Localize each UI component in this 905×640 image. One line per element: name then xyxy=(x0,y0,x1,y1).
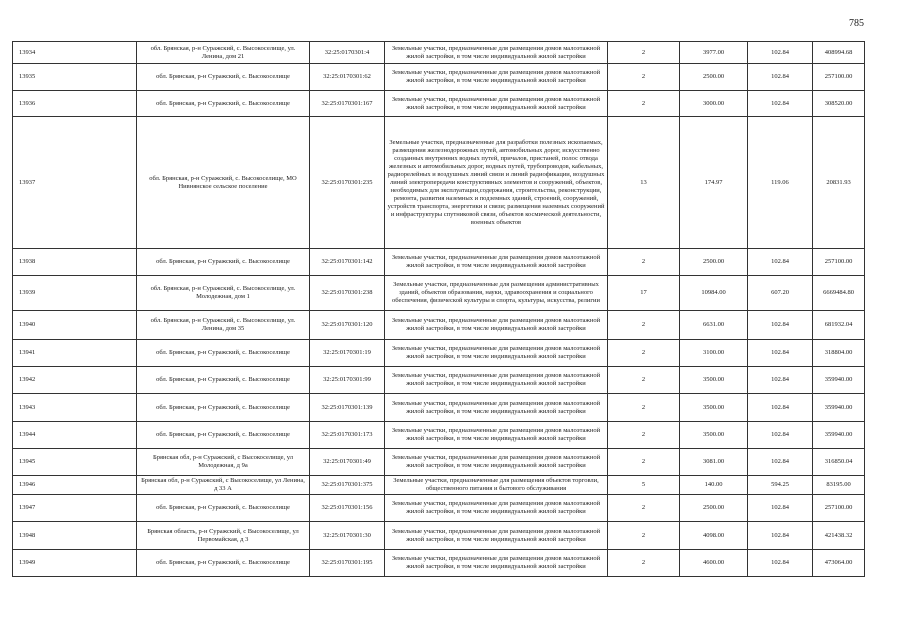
specific-value-cell: 102.84 xyxy=(748,64,813,91)
address-cell: обл. Брянская, р-н Суражский, с. Высокоселище xyxy=(137,394,310,422)
specific-value-cell: 102.84 xyxy=(748,42,813,64)
group-code-cell: 17 xyxy=(608,276,680,311)
group-code-cell: 2 xyxy=(608,367,680,394)
cadastral-number-cell: 32:25:0170301:62 xyxy=(310,64,385,91)
land-use-cell: Земельные участки, предназначенные для размещения домов малоэтажной жилой застройки, в том числе индивидуальной жилой застройки xyxy=(385,394,608,422)
land-use-cell: Земельные участки, предназначенные для размещения домов малоэтажной жилой застройки, в том числе индивидуальной жилой застройки xyxy=(385,42,608,64)
table-row xyxy=(13,522,865,550)
cadastral-value-cell: 83195.00 xyxy=(813,476,865,495)
cadastral-value-cell: 681932.04 xyxy=(813,311,865,340)
cadastral-number-cell: 32:25:0170301:375 xyxy=(310,476,385,495)
address-cell: Брянская обл, р-н Суражский, с Высокоселище, ул Ленина, д 33 А xyxy=(137,476,310,495)
table-row xyxy=(13,276,865,311)
address-cell: обл. Брянская, р-н Суражский, с. Высокоселище xyxy=(137,64,310,91)
specific-value-cell: 594.25 xyxy=(748,476,813,495)
land-use-cell: Земельные участки, предназначенные для размещения домов малоэтажной жилой застройки, в том числе индивидуальной жилой застройки xyxy=(385,495,608,522)
group-code-cell: 2 xyxy=(608,340,680,367)
address-cell: обл. Брянская, р-н Суражский, с. Высокоселище xyxy=(137,249,310,276)
address-cell: обл. Брянская, р-н Суражский, с. Высокоселище xyxy=(137,367,310,394)
table-row xyxy=(13,449,865,476)
table-row xyxy=(13,476,865,495)
table-row xyxy=(13,394,865,422)
group-code-cell: 2 xyxy=(608,91,680,117)
row-number-cell: 13940 xyxy=(13,311,137,340)
land-use-cell: Земельные участки, предназначенные для размещения административных зданий, объектов образования, науки, здравоохранения и социального обеспечения, физической культуры и спорта, культуры, искусства, религии xyxy=(385,276,608,311)
cadastral-number-cell: 32:25:0170301:195 xyxy=(310,550,385,577)
group-code-cell: 2 xyxy=(608,495,680,522)
area-cell: 174.97 xyxy=(680,117,748,249)
cadastral-number-cell: 32:25:0170301:167 xyxy=(310,91,385,117)
specific-value-cell: 102.84 xyxy=(748,311,813,340)
cadastral-number-cell: 32:25:0170301:173 xyxy=(310,422,385,449)
row-number-cell: 13937 xyxy=(13,117,137,249)
cadastral-number-cell: 32:25:0170301:19 xyxy=(310,340,385,367)
area-cell: 3081.00 xyxy=(680,449,748,476)
address-cell: Брянская область, р-н Суражский, с Высокоселище, ул Первомайская, д 3 xyxy=(137,522,310,550)
group-code-cell: 2 xyxy=(608,64,680,91)
page-number: 785 xyxy=(849,18,864,29)
specific-value-cell: 102.84 xyxy=(748,522,813,550)
row-number-cell: 13941 xyxy=(13,340,137,367)
land-use-cell: Земельные участки, предназначенные для размещения домов малоэтажной жилой застройки, в том числе индивидуальной жилой застройки xyxy=(385,550,608,577)
area-cell: 10984.00 xyxy=(680,276,748,311)
cadastral-value-cell: 408994.68 xyxy=(813,42,865,64)
address-cell: обл. Брянская, р-н Суражский, с. Высокоселище, ул. Ленина, дом 35 xyxy=(137,311,310,340)
land-use-cell: Земельные участки, предназначенные для размещения домов малоэтажной жилой застройки, в том числе индивидуальной жилой застройки xyxy=(385,311,608,340)
area-cell: 2500.00 xyxy=(680,495,748,522)
cadastral-value-cell: 318804.00 xyxy=(813,340,865,367)
cadastral-number-cell: 32:25:0170301:49 xyxy=(310,449,385,476)
specific-value-cell: 102.84 xyxy=(748,340,813,367)
group-code-cell: 2 xyxy=(608,311,680,340)
row-number-cell: 13945 xyxy=(13,449,137,476)
land-use-cell: Земельные участки, предназначенные для размещения домов малоэтажной жилой застройки, в том числе индивидуальной жилой застройки xyxy=(385,449,608,476)
cadastral-value-cell: 20831.93 xyxy=(813,117,865,249)
land-use-cell: Земельные участки, предназначенные для размещения домов малоэтажной жилой застройки, в том числе индивидуальной жилой застройки xyxy=(385,64,608,91)
specific-value-cell: 102.84 xyxy=(748,367,813,394)
cadastral-value-cell: 473064.00 xyxy=(813,550,865,577)
land-use-cell: Земельные участки, предназначенные для размещения объектов торговли, общественного питания и бытового обслуживания xyxy=(385,476,608,495)
land-use-cell: Земельные участки, предназначенные для размещения домов малоэтажной жилой застройки, в том числе индивидуальной жилой застройки xyxy=(385,422,608,449)
area-cell: 3500.00 xyxy=(680,367,748,394)
row-number-cell: 13935 xyxy=(13,64,137,91)
address-cell: обл. Брянская, р-н Суражский, с. Высокоселище xyxy=(137,422,310,449)
row-number-cell: 13947 xyxy=(13,495,137,522)
cadastral-value-cell: 257100.00 xyxy=(813,495,865,522)
table-row xyxy=(13,340,865,367)
group-code-cell: 2 xyxy=(608,550,680,577)
area-cell: 4600.00 xyxy=(680,550,748,577)
cadastral-value-cell: 257100.00 xyxy=(813,249,865,276)
cadastral-value-cell: 359940.00 xyxy=(813,394,865,422)
specific-value-cell: 102.84 xyxy=(748,394,813,422)
table-row xyxy=(13,311,865,340)
address-cell: обл. Брянская, р-н Суражский, с. Высокоселище xyxy=(137,340,310,367)
row-number-cell: 13934 xyxy=(13,42,137,64)
cadastral-number-cell: 32:25:0170301:156 xyxy=(310,495,385,522)
specific-value-cell: 102.84 xyxy=(748,449,813,476)
area-cell: 3500.00 xyxy=(680,422,748,449)
specific-value-cell: 102.84 xyxy=(748,495,813,522)
cadastral-number-cell: 32:25:0170301:30 xyxy=(310,522,385,550)
cadastral-value-cell: 316850.04 xyxy=(813,449,865,476)
group-code-cell: 13 xyxy=(608,117,680,249)
table-row xyxy=(13,495,865,522)
row-number-cell: 13946 xyxy=(13,476,137,495)
group-code-cell: 2 xyxy=(608,394,680,422)
land-register-table xyxy=(12,41,865,577)
specific-value-cell: 102.84 xyxy=(748,91,813,117)
cadastral-number-cell: 32:25:0170301:120 xyxy=(310,311,385,340)
row-number-cell: 13948 xyxy=(13,522,137,550)
address-cell: обл. Брянская, р-н Суражский, с. Высокоселище, МО Нивнянское сельское поселение xyxy=(137,117,310,249)
area-cell: 3000.00 xyxy=(680,91,748,117)
table-row xyxy=(13,117,865,249)
land-use-cell: Земельные участки, предназначенные для разработки полезных ископаемых, размещения железнодорожных путей, автомобильных дорог, искусственно созданных внутренних водных путей, причалов, пристаней, полос отвода железных и автомобильных дорог, водных путей, трубопроводов, кабельных, радиорелейных и воздушных линий связи и линий радиофикации, воздушных линий электропередачи конструктивных элементов и сооружений, объектов, необходимых для эксплуатации,содержания, строительства, реконструкции, ремонта, развития наземных и подземных зданий, строений, сооружений, устройств транспорта, энергетики и связи; размещения наземных сооружений и инфраструктуры спутниковой связи, объектов космической деятельности, военных объектов xyxy=(385,117,608,249)
land-use-cell: Земельные участки, предназначенные для размещения домов малоэтажной жилой застройки, в том числе индивидуальной жилой застройки xyxy=(385,249,608,276)
group-code-cell: 2 xyxy=(608,449,680,476)
row-number-cell: 13939 xyxy=(13,276,137,311)
cadastral-value-cell: 6669484.80 xyxy=(813,276,865,311)
cadastral-value-cell: 308520.00 xyxy=(813,91,865,117)
area-cell: 3100.00 xyxy=(680,340,748,367)
cadastral-value-cell: 359940.00 xyxy=(813,422,865,449)
table-row xyxy=(13,42,865,64)
specific-value-cell: 102.84 xyxy=(748,249,813,276)
cadastral-value-cell: 257100.00 xyxy=(813,64,865,91)
area-cell: 140.00 xyxy=(680,476,748,495)
cadastral-number-cell: 32:25:0170301:235 xyxy=(310,117,385,249)
address-cell: обл. Брянская, р-н Суражский, с. Высокоселище xyxy=(137,550,310,577)
table-body xyxy=(13,42,865,577)
table-row xyxy=(13,91,865,117)
specific-value-cell: 119.06 xyxy=(748,117,813,249)
address-cell: обл. Брянская, р-н Суражский, с. Высокоселище, ул. Ленина, дом 21 xyxy=(137,42,310,64)
row-number-cell: 13942 xyxy=(13,367,137,394)
cadastral-value-cell: 359940.00 xyxy=(813,367,865,394)
cadastral-number-cell: 32:25:0170301:142 xyxy=(310,249,385,276)
row-number-cell: 13949 xyxy=(13,550,137,577)
table-row xyxy=(13,367,865,394)
area-cell: 3977.00 xyxy=(680,42,748,64)
area-cell: 3500.00 xyxy=(680,394,748,422)
address-cell: Брянская обл, р-н Суражский, с Высокоселище, ул Молодежная, д 9а xyxy=(137,449,310,476)
land-use-cell: Земельные участки, предназначенные для размещения домов малоэтажной жилой застройки, в том числе индивидуальной жилой застройки xyxy=(385,522,608,550)
cadastral-number-cell: 32:25:0170301:4 xyxy=(310,42,385,64)
area-cell: 2500.00 xyxy=(680,64,748,91)
specific-value-cell: 102.84 xyxy=(748,550,813,577)
row-number-cell: 13938 xyxy=(13,249,137,276)
cadastral-number-cell: 32:25:0170301:99 xyxy=(310,367,385,394)
land-use-cell: Земельные участки, предназначенные для размещения домов малоэтажной жилой застройки, в том числе индивидуальной жилой застройки xyxy=(385,367,608,394)
address-cell: обл. Брянская, р-н Суражский, с. Высокоселище xyxy=(137,495,310,522)
cadastral-number-cell: 32:25:0170301:238 xyxy=(310,276,385,311)
land-use-cell: Земельные участки, предназначенные для размещения домов малоэтажной жилой застройки, в том числе индивидуальной жилой застройки xyxy=(385,340,608,367)
table-row xyxy=(13,249,865,276)
area-cell: 2500.00 xyxy=(680,249,748,276)
group-code-cell: 5 xyxy=(608,476,680,495)
cadastral-value-cell: 421438.32 xyxy=(813,522,865,550)
group-code-cell: 2 xyxy=(608,522,680,550)
group-code-cell: 2 xyxy=(608,42,680,64)
cadastral-number-cell: 32:25:0170301:139 xyxy=(310,394,385,422)
area-cell: 6631.00 xyxy=(680,311,748,340)
land-use-cell: Земельные участки, предназначенные для размещения домов малоэтажной жилой застройки, в том числе индивидуальной жилой застройки xyxy=(385,91,608,117)
row-number-cell: 13943 xyxy=(13,394,137,422)
specific-value-cell: 102.84 xyxy=(748,422,813,449)
specific-value-cell: 607.20 xyxy=(748,276,813,311)
group-code-cell: 2 xyxy=(608,422,680,449)
row-number-cell: 13936 xyxy=(13,91,137,117)
table-row xyxy=(13,422,865,449)
address-cell: обл. Брянская, р-н Суражский, с. Высокоселище xyxy=(137,91,310,117)
area-cell: 4098.00 xyxy=(680,522,748,550)
row-number-cell: 13944 xyxy=(13,422,137,449)
group-code-cell: 2 xyxy=(608,249,680,276)
table-row xyxy=(13,550,865,577)
address-cell: обл. Брянская, р-н Суражский, с. Высокоселище, ул. Молодежная, дом 1 xyxy=(137,276,310,311)
table-row xyxy=(13,64,865,91)
